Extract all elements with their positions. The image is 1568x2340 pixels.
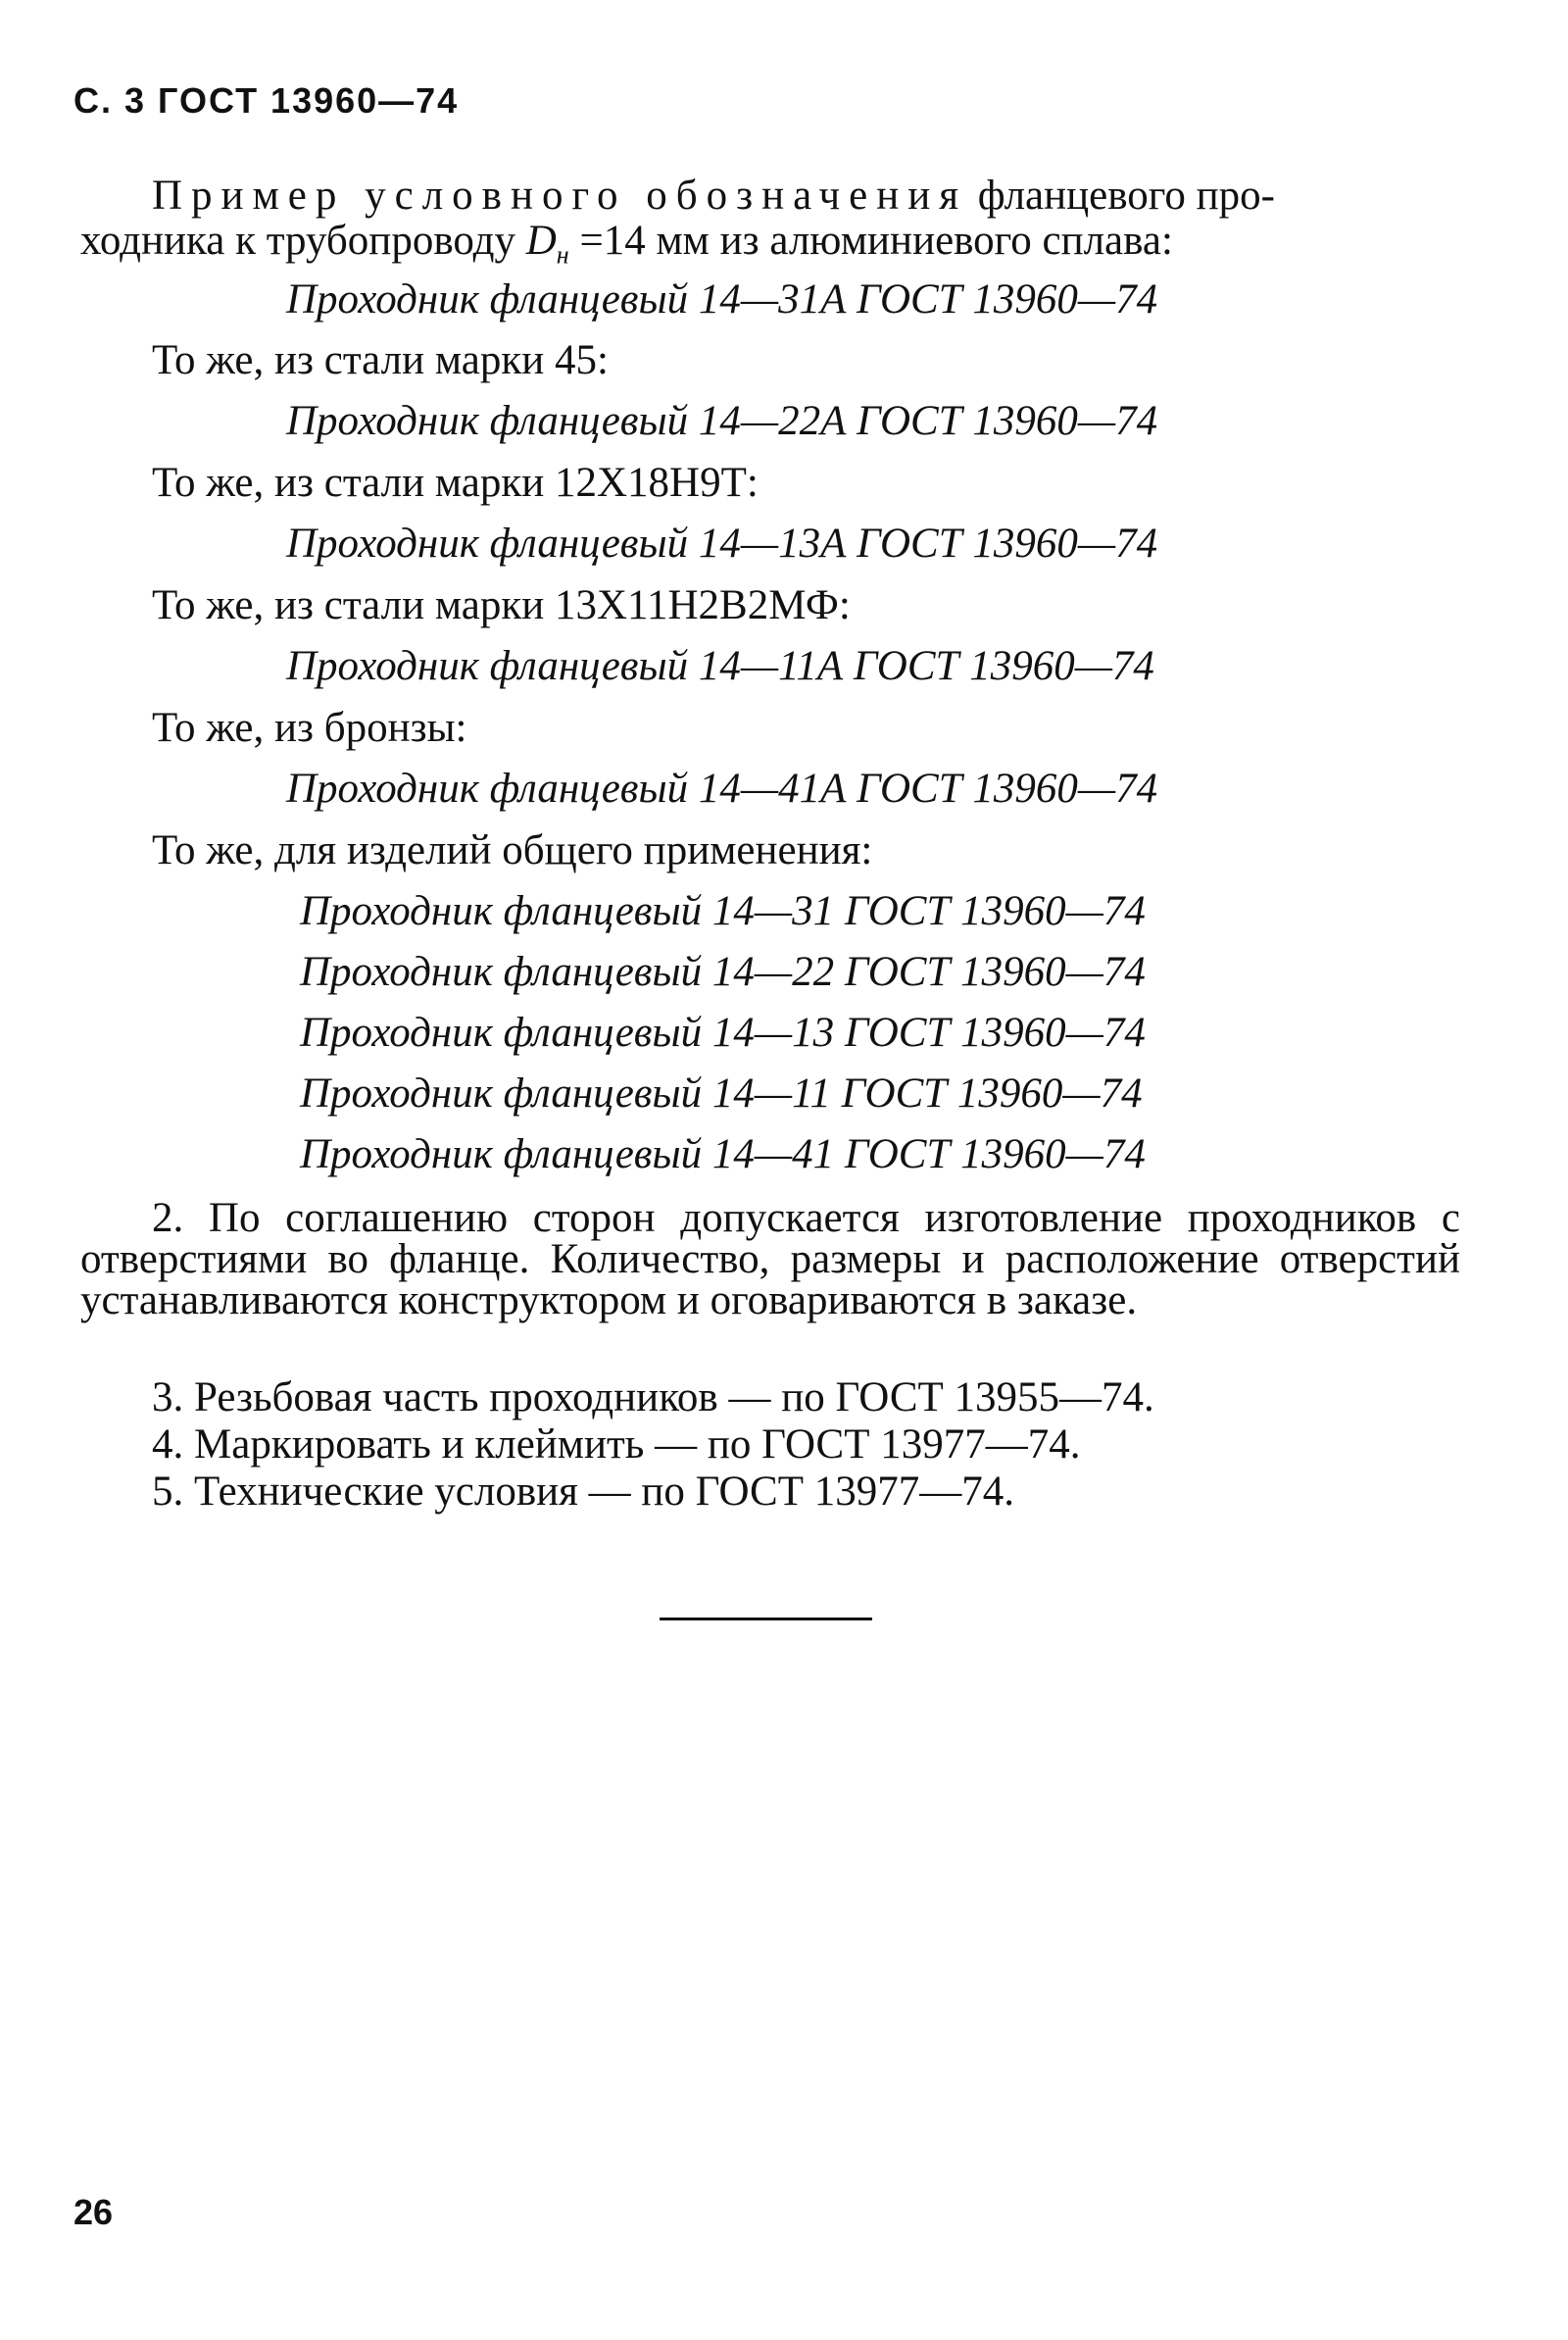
dn-subscript: н: [556, 240, 569, 270]
designation-22: Проходник фланцевый 14—22 ГОСТ 13960—74: [300, 949, 1146, 995]
designation-41: Проходник фланцевый 14—41 ГОСТ 13960—74: [300, 1131, 1146, 1177]
designation-11a: Проходник фланцевый 14—11А ГОСТ 13960—74: [286, 643, 1154, 689]
clause-2: 2. По соглашению сторон допускается изготовление проходников с отверстиями во фланце. Количество, размеры и расположение отверстий устанавливаются конструктором и оговариваются в заказе.: [80, 1195, 1460, 1323]
clause-3: 3. Резьбовая часть проходников — по ГОСТ 13955—74.: [152, 1374, 1154, 1420]
designation-11: Проходник фланцевый 14—11 ГОСТ 13960—74: [300, 1070, 1143, 1117]
intro-line-1: [152, 174, 1460, 219]
intro-spaced-lead: Пример условного обозначения: [152, 173, 968, 219]
page-header: С. 3 ГОСТ 13960—74: [74, 80, 460, 121]
intro-line2-prefix: ходника к трубопроводу: [80, 218, 526, 264]
example-label-bronze: То же, из бронзы:: [152, 705, 467, 751]
designation-22a: Проходник фланцевый 14—22А ГОСТ 13960—74: [286, 398, 1158, 444]
clause-4: 4. Маркировать и клеймить — по ГОСТ 13977—74.: [152, 1421, 1081, 1468]
dn-symbol: D: [525, 218, 557, 264]
clause-5: 5. Технические условия — по ГОСТ 13977—74.: [152, 1469, 1014, 1515]
example-label-general: То же, для изделий общего применения:: [152, 827, 873, 873]
example-label-steel-13x11: То же, из стали марки 13Х11Н2В2МФ:: [152, 582, 851, 628]
designation-41a: Проходник фланцевый 14—41А ГОСТ 13960—74: [286, 766, 1158, 812]
example-label-steel-45: То же, из стали марки 45:: [152, 337, 609, 383]
intro-line1-rest: фланцевого про-: [967, 173, 1275, 219]
example-label-steel-12x18h9t: То же, из стали марки 12Х18Н9Т:: [152, 460, 759, 506]
end-rule: [660, 1618, 872, 1620]
designation-13: Проходник фланцевый 14—13 ГОСТ 13960—74: [300, 1010, 1146, 1056]
designation-31: Проходник фланцевый 14—31 ГОСТ 13960—74: [300, 888, 1146, 934]
intro-line-2: [80, 219, 1460, 278]
designation-13a: Проходник фланцевый 14—13А ГОСТ 13960—74: [286, 521, 1158, 567]
intro-line2-suffix: =14 мм из алюминиевого сплава:: [568, 218, 1173, 264]
designation-31a: Проходник фланцевый 14—31А ГОСТ 13960—74: [286, 276, 1158, 323]
page-number: 26: [74, 2192, 114, 2232]
